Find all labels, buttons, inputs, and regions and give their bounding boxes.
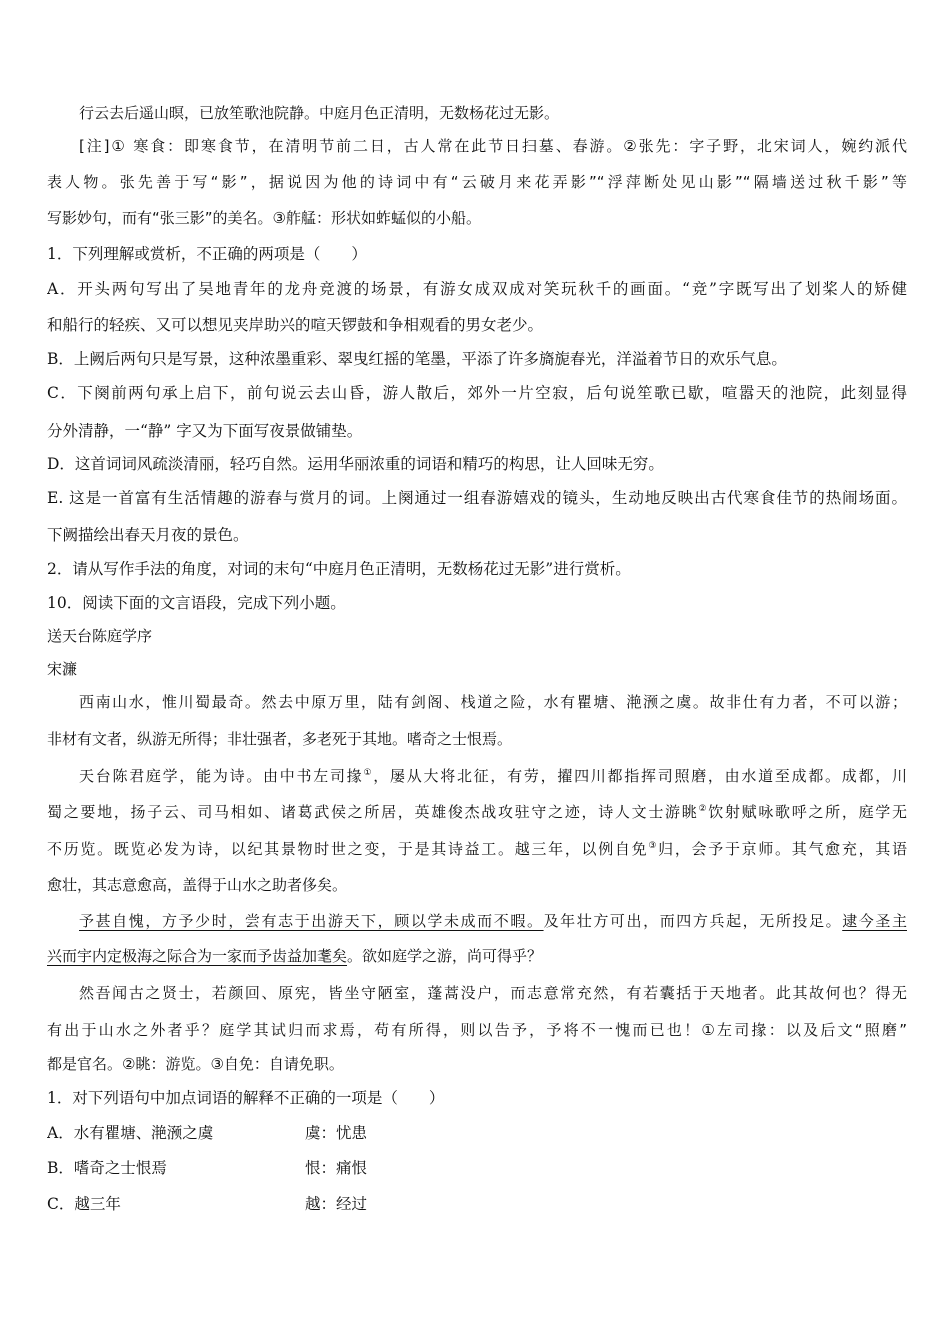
- poem-note-line-1: [注]① 寒食：即寒食节，在清明节前二日，古人常在此节日扫墓、春游。②张先：字子野，北宋词人，婉约派代: [79, 137, 907, 155]
- passage-p2-line-4: 愈壮，其志意愈高，盖得于山水之助者侈矣。: [47, 876, 348, 894]
- poem-last-line: 行云去后遥山暝，已放笙歌池院静。中庭月色正清明，无数杨花过无影。: [79, 104, 560, 122]
- q10-option-a: A．水有瞿塘、滟滪之虞 虞：忧患: [47, 1124, 368, 1142]
- q9-option-b: B．上阙后两句只是写景，这种浓墨重彩、翠曳红摇的笔墨，平添了许多旖旎春光，洋溢着节日的欢乐气息。: [47, 350, 787, 368]
- passage-p4-line-2: 有出于山水之外者乎？庭学其试归而求焉，苟有所得，则以告予，予将不一愧而已也！①左司掾：以及后文“照磨”: [47, 1021, 907, 1039]
- passage-p2-line-3: 不历览。既览必发为诗，以纪其景物时世之变，于是其诗益工。越三年，以例自免③归，会予于京师。其气愈充，其语: [47, 840, 907, 858]
- q9-option-c-line-1: C．下阕前两句承上启下，前句说云去山昏，游人散后，郊外一片空寂，后句说笙歌已歇，喧嚣天的池院，此刻显得: [47, 384, 907, 402]
- passage-p2-line-1: 天台陈君庭学，能为诗。由中书左司掾①，屡从大将北征，有劳，擢四川都指挥司照磨，由水道至成都。成都，川: [79, 767, 907, 785]
- passage-p2-line-2: 蜀之要地，扬子云、司马相如、诸葛武侯之所居，英雄俊杰战攻驻守之迹，诗人文士游眺②饮射赋咏歌呼之所，庭学无: [47, 803, 907, 821]
- passage-author: 宋濂: [47, 660, 78, 678]
- poem-note-line-3: 写影妙句，而有“张三影”的美名。③舴艋：形状如蚱蜢似的小船。: [47, 209, 481, 227]
- q9-option-e-line-2: 下阙描绘出春天月夜的景色。: [47, 526, 249, 544]
- q9-sub-question-2: 2．请从写作手法的角度，对词的末句“中庭月色正清明，无数杨花过无影”进行赏析。: [47, 560, 631, 578]
- footnote-mark-3: ③: [648, 841, 659, 851]
- passage-p1-line-1: 西南山水，惟川蜀最奇。然去中原万里，陆有剑阁、栈道之险，水有瞿塘、滟滪之虞。故非仕有力者，不可以游；: [79, 693, 907, 711]
- footnote-mark-1: ①: [363, 768, 374, 778]
- q9-option-e-line-1: E. 这是一首富有生活情趣的游春与赏月的词。上阕通过一组春游嬉戏的镜头，生动地反映出古代寒食佳节的热闹场面。: [47, 489, 907, 507]
- passage-p3-line-1: 予甚自愧，方予少时，尝有志于出游天下，顾以学未成而不暇。及年壮方可出，而四方兵起，无所投足。逮今圣主: [79, 912, 907, 930]
- q9-option-a-line-1: A．开头两句写出了吴地青年的龙舟竞渡的场景，有游女成双成对笑玩秋千的画面。“竞”字既写出了划桨人的矫健: [47, 280, 907, 298]
- underlined-sentence-1: 予甚自愧，方予少时，尝有志于出游天下，顾以学未成而不暇。: [79, 912, 544, 930]
- passage-p3-line-2: 兴而宇内定极海之际合为一家而予齿益加耄矣。欲如庭学之游，尚可得乎？: [47, 947, 543, 965]
- q10-intro: 10．阅读下面的文言语段，完成下列小题。: [47, 594, 346, 612]
- footnote-mark-2: ②: [698, 804, 709, 814]
- poem-note-line-2: 表人物。张先善于写“影”，据说因为他的诗词中有“云破月来花弄影”“浮萍断处见山影”“隔墙送过秋千影”等: [47, 173, 907, 191]
- underlined-sentence-2-start: 逮今圣主: [842, 912, 907, 930]
- passage-p4-line-3: 都是官名。②眺：游览。③自免：自请免职。: [47, 1055, 344, 1073]
- q9-option-c-line-2: 分外清静，一“静” 字又为下面写夜景做铺垫。: [47, 422, 363, 440]
- underlined-sentence-2-end: 兴而宇内定极海之际合为一家而予齿益加耄矣: [47, 947, 348, 965]
- passage-p1-line-2: 非材有文者，纵游无所得；非壮强者，多老死于其地。嗜奇之士恨焉。: [47, 730, 513, 748]
- q9-sub-question-1: 1．下列理解或赏析，不正确的两项是（ ）: [47, 245, 367, 263]
- q10-option-b: B．嗜奇之士恨焉 恨：痛恨: [47, 1159, 368, 1177]
- passage-title: 送天台陈庭学序: [47, 627, 153, 645]
- q10-option-c: C．越三年 越：经过: [47, 1195, 368, 1213]
- q10-sub-question-1: 1．对下列语句中加点词语的解释不正确的一项是（ ）: [47, 1089, 445, 1107]
- passage-p4-line-1: 然吾闻古之贤士，若颜回、原宪，皆坐守陋室，蓬蒿没户，而志意常充然，有若囊括于天地者。此其故何也？得无: [79, 984, 907, 1002]
- q9-option-a-line-2: 和船行的轻疾、又可以想见夹岸助兴的喧天锣鼓和争相观看的男女老少。: [47, 316, 544, 334]
- q9-option-d: D．这首词词风疏淡清丽，轻巧自然。运用华丽浓重的词语和精巧的构思，让人回味无穷。: [47, 455, 664, 473]
